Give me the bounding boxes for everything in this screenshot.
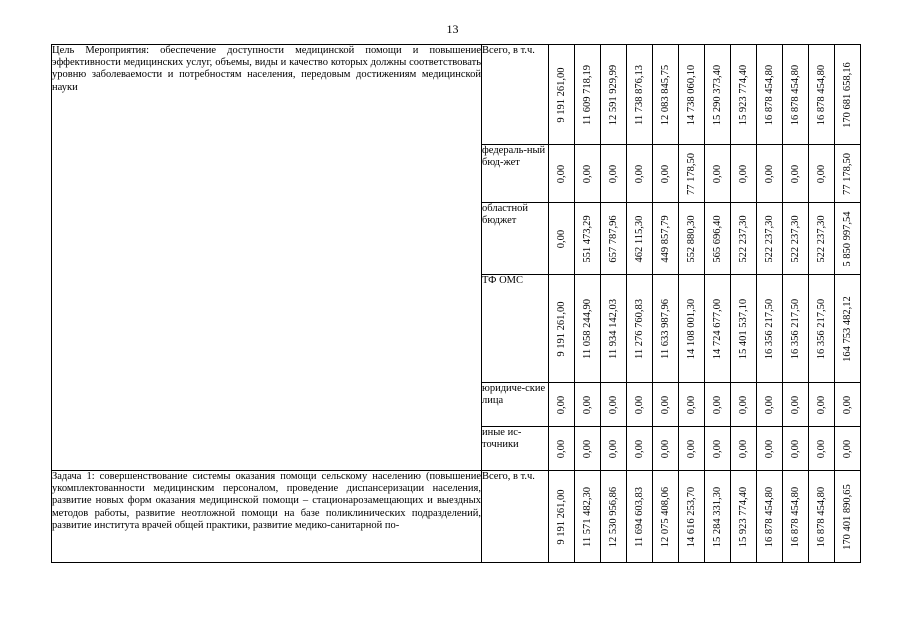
value-text: 11 694 603,83 (633, 486, 645, 547)
value-text: 0,00 (789, 395, 801, 414)
table-row (52, 471, 861, 563)
value-text: 0,00 (763, 164, 775, 183)
value-cell (627, 203, 653, 275)
value-text: 0,00 (659, 395, 671, 414)
value-cell (731, 145, 757, 203)
value-text: 0,00 (841, 395, 853, 414)
value-text: 0,00 (815, 395, 827, 414)
value-cell (653, 471, 679, 563)
value-cell (731, 45, 757, 145)
value-cell (757, 203, 783, 275)
value-cell (731, 275, 757, 383)
value-text: 16 878 454,80 (789, 486, 801, 547)
value-text: 522 237,30 (789, 214, 801, 263)
value-text: 0,00 (737, 439, 749, 458)
value-text: 0,00 (685, 439, 697, 458)
value-cell (679, 275, 705, 383)
value-cell (679, 471, 705, 563)
funding-source-label: ТФ ОМС (482, 275, 549, 383)
value-cell (705, 145, 731, 203)
value-text: 0,00 (711, 395, 723, 414)
value-cell (575, 383, 601, 427)
value-text: 77 178,50 (685, 152, 697, 195)
value-text: 15 401 537,10 (737, 298, 749, 359)
value-cell (705, 471, 731, 563)
value-text: 16 356 217,50 (815, 298, 827, 359)
value-text: 5 850 997,54 (841, 210, 853, 267)
row-description: Задача 1: совершенствование системы оказания помощи сельскому населению (повышение укомплектованности медицинским персоналом, проведение диспансеризации населения, развитие новых форм оказания медицинской помощи – стационарозамещающих и выездных методов работы, развитие неотложной помощи на базе поликлинических подразделений, развитие института врачей общей практики, развитие медико-санитарной по- (52, 471, 482, 563)
value-cell (757, 427, 783, 471)
value-cell (835, 471, 861, 563)
value-cell (601, 145, 627, 203)
value-cell (783, 383, 809, 427)
value-text: 0,00 (581, 395, 593, 414)
financing-table (51, 44, 861, 563)
value-cell (809, 45, 835, 145)
value-cell (731, 383, 757, 427)
value-text: 0,00 (633, 164, 645, 183)
value-text: 12 530 956,86 (607, 486, 619, 547)
value-text: 0,00 (685, 395, 697, 414)
value-text: 0,00 (711, 439, 723, 458)
value-cell (705, 383, 731, 427)
value-text: 16 356 217,50 (763, 298, 775, 359)
value-cell (575, 471, 601, 563)
value-text: 77 178,50 (841, 152, 853, 195)
value-cell (601, 275, 627, 383)
value-text: 0,00 (789, 164, 801, 183)
value-text: 15 290 373,40 (711, 64, 723, 125)
value-text: 522 237,30 (737, 214, 749, 263)
value-cell (679, 203, 705, 275)
funding-source-label: областной бюджет (482, 203, 549, 275)
value-text: 170 681 658,16 (841, 61, 853, 128)
value-text: 12 075 408,06 (659, 486, 671, 547)
value-text: 11 276 760,83 (633, 298, 645, 359)
value-cell (783, 45, 809, 145)
value-text: 0,00 (607, 439, 619, 458)
page-number: 13 (446, 22, 459, 36)
value-cell (835, 45, 861, 145)
value-cell (601, 427, 627, 471)
value-cell (783, 145, 809, 203)
value-cell (783, 203, 809, 275)
value-text: 12 083 845,75 (659, 64, 671, 125)
value-text: 14 738 060,10 (685, 64, 697, 125)
value-cell (627, 145, 653, 203)
value-cell (705, 203, 731, 275)
value-text: 0,00 (581, 439, 593, 458)
value-text: 0,00 (555, 395, 567, 414)
funding-source-label: юридиче-ские лица (482, 383, 549, 427)
value-cell (601, 383, 627, 427)
value-cell (757, 383, 783, 427)
value-cell (679, 145, 705, 203)
value-text: 170 401 890,65 (841, 483, 853, 550)
value-text: 11 058 244,90 (581, 298, 593, 359)
value-text: 551 473,29 (581, 214, 593, 263)
value-cell (809, 383, 835, 427)
value-text: 164 753 482,12 (841, 295, 853, 362)
value-text: 16 878 454,80 (815, 64, 827, 125)
value-cell (757, 471, 783, 563)
value-text: 552 880,30 (685, 214, 697, 263)
value-text: 16 878 454,80 (815, 486, 827, 547)
value-cell (601, 45, 627, 145)
value-text: 462 115,30 (633, 215, 645, 262)
value-cell (809, 145, 835, 203)
value-cell (705, 427, 731, 471)
value-cell (809, 471, 835, 563)
value-text: 15 923 774,40 (737, 64, 749, 125)
value-cell (627, 383, 653, 427)
value-cell (835, 203, 861, 275)
value-cell (601, 471, 627, 563)
funding-source-label: Всего, в т.ч. (482, 45, 549, 145)
value-text: 14 724 677,00 (711, 298, 723, 359)
value-text: 0,00 (607, 395, 619, 414)
value-text: 0,00 (555, 439, 567, 458)
value-text: 16 878 454,80 (789, 64, 801, 125)
value-text: 0,00 (815, 439, 827, 458)
value-text: 0,00 (711, 164, 723, 183)
value-cell (601, 203, 627, 275)
value-text: 565 696,40 (711, 214, 723, 263)
value-text: 0,00 (633, 395, 645, 414)
value-cell (653, 203, 679, 275)
value-text: 0,00 (581, 164, 593, 183)
value-cell (835, 383, 861, 427)
value-cell (549, 275, 575, 383)
value-text: 0,00 (789, 439, 801, 458)
value-cell (575, 45, 601, 145)
value-text: 0,00 (737, 164, 749, 183)
value-text: 0,00 (737, 395, 749, 414)
value-cell (809, 427, 835, 471)
value-cell (809, 275, 835, 383)
value-text: 0,00 (555, 229, 567, 248)
value-text: 522 237,30 (815, 214, 827, 263)
value-text: 11 571 482,30 (581, 486, 593, 547)
value-cell (627, 45, 653, 145)
value-cell (757, 145, 783, 203)
value-cell (653, 275, 679, 383)
value-cell (653, 145, 679, 203)
value-cell (653, 45, 679, 145)
value-cell (809, 203, 835, 275)
value-cell (549, 203, 575, 275)
funding-source-label: федераль-ный бюд-жет (482, 145, 549, 203)
value-text: 11 633 987,96 (659, 298, 671, 359)
value-cell (653, 427, 679, 471)
value-cell (627, 275, 653, 383)
value-cell (549, 427, 575, 471)
value-cell (731, 471, 757, 563)
value-cell (575, 427, 601, 471)
value-cell (705, 45, 731, 145)
value-cell (757, 275, 783, 383)
value-cell (575, 203, 601, 275)
value-cell (549, 145, 575, 203)
value-cell (835, 275, 861, 383)
value-text: 16 356 217,50 (789, 298, 801, 359)
value-text: 11 738 876,13 (633, 64, 645, 125)
value-cell (549, 45, 575, 145)
value-cell (679, 427, 705, 471)
value-text: 11 934 142,03 (607, 298, 619, 359)
value-text: 0,00 (633, 439, 645, 458)
value-text: 0,00 (763, 439, 775, 458)
value-text: 0,00 (659, 164, 671, 183)
value-cell (731, 203, 757, 275)
value-cell (627, 471, 653, 563)
row-description: Цель Мероприятия: обеспечение доступности медицинской помощи и повышение эффективности медицинских услуг, объемы, виды и качество которых должны соответствовать уровню заболеваемости и потребностям населения, передовым достижениям медицинской науки (52, 45, 482, 471)
value-text: 14 108 001,30 (685, 298, 697, 359)
value-cell (653, 383, 679, 427)
value-text: 522 237,30 (763, 214, 775, 263)
value-cell (575, 275, 601, 383)
value-cell (549, 383, 575, 427)
table-row (52, 45, 861, 145)
value-text: 12 591 929,99 (607, 64, 619, 125)
value-cell (679, 383, 705, 427)
value-cell (783, 427, 809, 471)
value-text: 9 191 261,00 (555, 488, 567, 545)
value-text: 14 616 253,70 (685, 486, 697, 547)
value-cell (679, 45, 705, 145)
value-cell (757, 45, 783, 145)
value-text: 657 787,96 (607, 214, 619, 263)
value-text: 0,00 (555, 164, 567, 183)
value-cell (627, 427, 653, 471)
value-text: 16 878 454,80 (763, 64, 775, 125)
value-text: 11 609 718,19 (581, 64, 593, 125)
value-text: 9 191 261,00 (555, 300, 567, 357)
value-text: 0,00 (659, 439, 671, 458)
value-cell (549, 471, 575, 563)
value-cell (783, 275, 809, 383)
value-cell (835, 427, 861, 471)
funding-source-label: иные ис-точники (482, 427, 549, 471)
value-text: 0,00 (763, 395, 775, 414)
value-text: 0,00 (607, 164, 619, 183)
value-text: 0,00 (815, 164, 827, 183)
value-text: 15 284 331,30 (711, 486, 723, 547)
value-cell (575, 145, 601, 203)
value-text: 0,00 (841, 439, 853, 458)
value-cell (783, 471, 809, 563)
value-text: 15 923 774,40 (737, 486, 749, 547)
value-text: 16 878 454,80 (763, 486, 775, 547)
value-text: 9 191 261,00 (555, 66, 567, 123)
funding-source-label: Всего, в т.ч. (482, 471, 549, 563)
value-cell (731, 427, 757, 471)
value-cell (705, 275, 731, 383)
value-text: 449 857,79 (659, 214, 671, 263)
value-cell (835, 145, 861, 203)
